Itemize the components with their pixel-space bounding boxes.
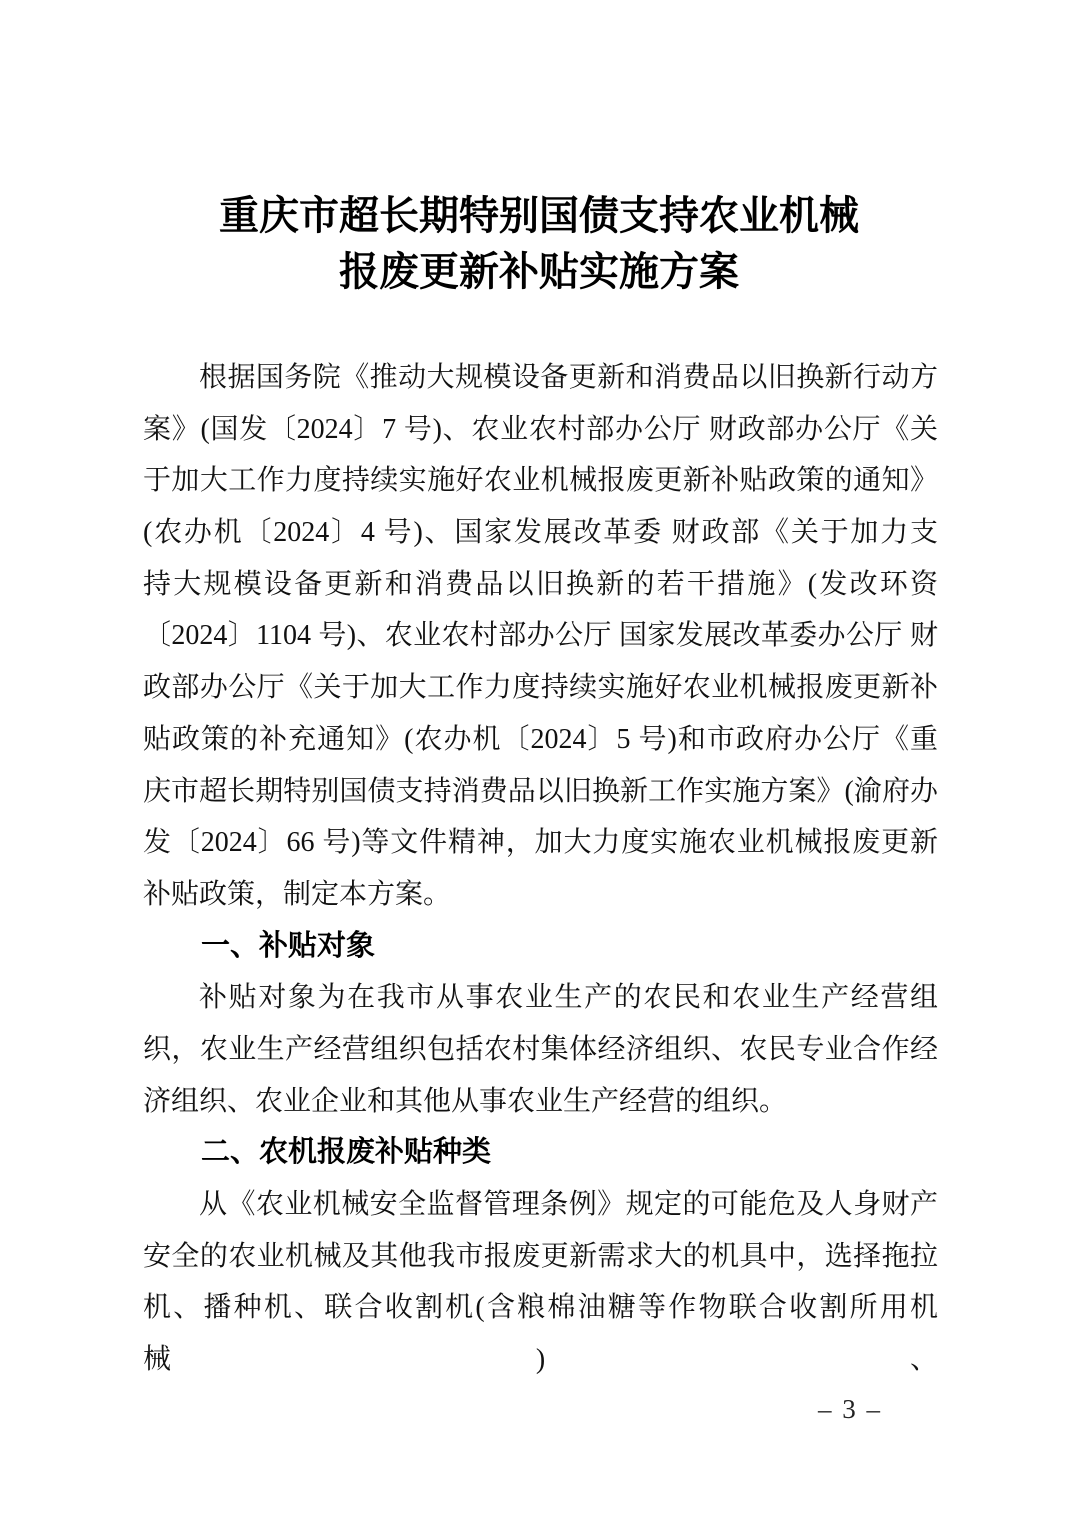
paragraph1-line: 〔2024〕1104 号)、农业农村部办公厅 国家发展改革委办公厅 财 [143, 620, 938, 652]
paragraph1-line: 贴政策的补充通知》(农办机〔2024〕5 号)和市政府办公厅《重 [143, 723, 938, 755]
page-number: – 3 – [818, 1394, 882, 1424]
title-line-1: 重庆市超长期特别国债支持农业机械 [219, 193, 859, 238]
paragraph1-line: 庆市超长期特别国债支持消费品以旧换新工作实施方案》(渝府办 [143, 775, 938, 807]
paragraph1-line: 根据国务院《推动大规模设备更新和消费品以旧换新行动方 [199, 362, 938, 393]
paragraph1-line: 案》(国发〔2024〕7 号)、农业农村部办公厅 财政部办公厅《关 [143, 413, 938, 445]
paragraph1-line: 发〔2024〕66 号)等文件精神，加大力度实施农业机械报废更新 [143, 827, 938, 859]
section-1-line: 织，农业生产经营组织包括农村集体经济组织、农民专业合作经 [143, 1033, 938, 1065]
document-title [139, 188, 939, 300]
paragraph1-line: (农办机〔2024〕4 号)、国家发展改革委 财政部《关于加力支 [143, 517, 938, 549]
section-1-line: 补贴对象为在我市从事农业生产的农民和农业生产经营组 [199, 982, 938, 1014]
paragraph1-line: 政部办公厅《关于加大工作力度持续实施好农业机械报废更新补 [143, 672, 938, 704]
title-line-2: 报废更新补贴实施方案 [339, 249, 739, 294]
paragraph1-line: 补贴政策，制定本方案。 [143, 878, 452, 910]
section-2-line: 安全的农业机械及其他我市报废更新需求大的机具中，选择拖拉 [143, 1240, 938, 1272]
section-1-line: 济组织、农业企业和其他从事农业生产经营的组织。 [143, 1085, 788, 1117]
paragraph1-line: 持大规模设备更新和消费品以旧换新的若干措施》(发改环资 [143, 568, 938, 600]
document-body [143, 352, 938, 1376]
section-2-heading: 二、农机报废补贴种类 [201, 1136, 492, 1169]
section-2-line: 机、播种机、联合收割机(含粮棉油糖等作物联合收割所用机械)、 [143, 1292, 938, 1376]
paragraph1-line: 于加大工作力度持续实施好农业机械报废更新补贴政策的通知》 [143, 465, 938, 497]
section-1-heading: 一、补贴对象 [201, 929, 376, 962]
section-2-line: 从《农业机械安全监督管理条例》规定的可能危及人身财产 [199, 1189, 938, 1220]
